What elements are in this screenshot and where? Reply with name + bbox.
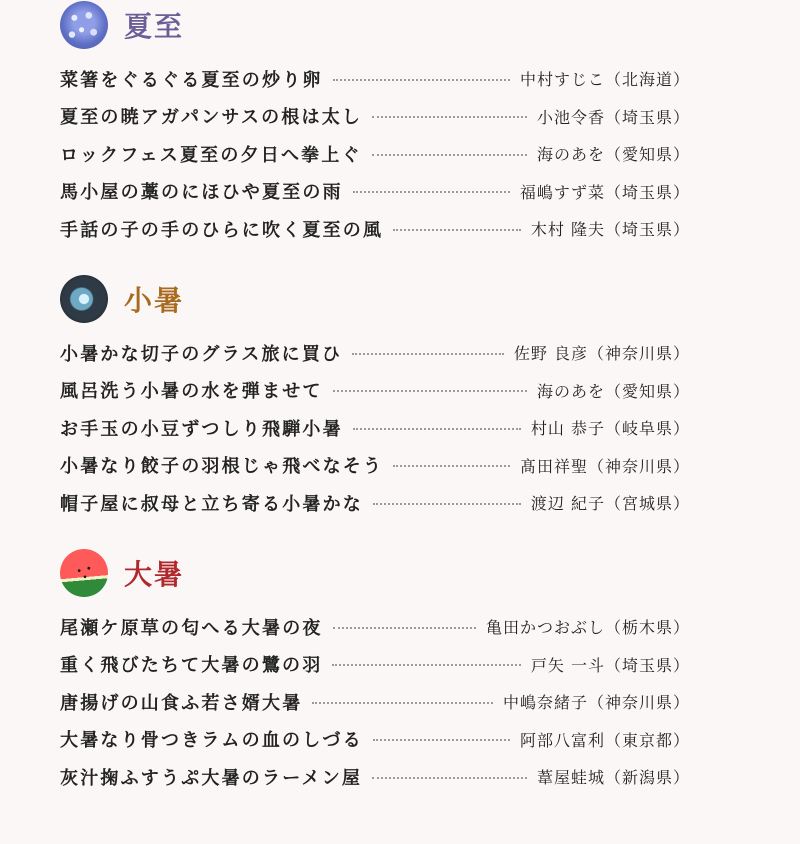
poem-author: 髙田祥聖（神奈川県）: [519, 456, 690, 476]
poem-row: [60, 173, 690, 211]
poem-author: 福嶋すず菜（埼玉県）: [519, 182, 690, 202]
section-geshi: [60, 0, 690, 248]
leader-dots: [393, 465, 510, 467]
poem-text: 夏至の暁アガパンサスの根は太し: [60, 107, 363, 129]
poem-author: 村山 恭子（岐阜県）: [530, 419, 690, 439]
poem-row: [60, 683, 690, 721]
leader-dots: [353, 191, 510, 193]
leader-dots: [352, 353, 504, 355]
leader-dots: [373, 503, 521, 505]
poem-text: 尾瀬ケ原草の匂へる大暑の夜: [60, 617, 323, 639]
leader-dots: [372, 116, 527, 118]
poem-author: 佐野 良彦（神奈川県）: [513, 344, 690, 364]
poem-author: 海のあを（愛知県）: [536, 381, 690, 401]
poem-text: 手話の子の手のひらに吹く夏至の風: [60, 219, 384, 241]
poem-row: [60, 372, 690, 410]
poem-row: [60, 135, 690, 173]
leader-dots: [373, 739, 510, 741]
poem-text: 大暑なり骨つきラムの血のしづる: [60, 730, 363, 752]
poem-text: お手玉の小豆ずつしり飛騨小暑: [60, 418, 343, 440]
leader-dots: [332, 664, 520, 666]
leader-dots: [312, 702, 493, 704]
section-title: 大暑: [124, 558, 185, 591]
leader-dots: [393, 229, 521, 231]
poem-text: 菜箸をぐるぐる夏至の炒り卵: [60, 69, 323, 91]
poem-author: 中嶋奈緒子（神奈川県）: [502, 693, 690, 713]
poem-text: 小暑なり餃子の羽根じゃ飛べなそう: [60, 456, 384, 478]
poem-text: 馬小屋の藁のにほひや夏至の雨: [60, 182, 343, 204]
leader-dots: [333, 627, 476, 629]
watermelon-icon: [60, 549, 108, 597]
section-title: 小暑: [124, 284, 185, 317]
poem-row: [60, 646, 690, 684]
poem-author: 海のあを（愛知県）: [536, 145, 690, 165]
poem-row: [60, 60, 690, 98]
section-taisho: [60, 548, 690, 796]
hydrangea-icon: [60, 1, 108, 49]
section-title: 夏至: [124, 10, 185, 43]
poem-author: 戸矢 一斗（埼玉県）: [530, 655, 690, 675]
poem-text: 唐揚げの山食ふ若さ婿大暑: [60, 692, 303, 714]
section-shosho: [60, 274, 690, 522]
poem-author: 中村すじこ（北海道）: [519, 70, 690, 90]
leader-dots: [333, 390, 527, 392]
poem-text: 小暑かな切子のグラス旅に買ひ: [60, 343, 343, 365]
poem-list: [60, 608, 690, 796]
leader-dots: [372, 777, 527, 779]
poem-list: [60, 334, 690, 522]
poem-row: [60, 98, 690, 136]
poem-row: [60, 484, 690, 522]
poem-author: 葦屋蛙城（新潟県）: [536, 768, 690, 788]
leader-dots: [353, 428, 521, 430]
section-header: [60, 548, 690, 598]
poem-row: [60, 334, 690, 372]
section-header: [60, 274, 690, 324]
poem-author: 木村 隆夫（埼玉県）: [530, 220, 690, 240]
poem-row: [60, 608, 690, 646]
leader-dots: [333, 79, 510, 81]
leader-dots: [372, 154, 527, 156]
poem-text: ロックフェス夏至の夕日へ拳上ぐ: [60, 144, 362, 166]
poem-author: 渡辺 紀子（宮城県）: [530, 494, 690, 514]
poem-row: [60, 758, 690, 796]
poem-author: 小池令香（埼玉県）: [536, 107, 690, 127]
poem-text: 灰汁掬ふすうぷ大暑のラーメン屋: [60, 767, 363, 789]
poem-author: 阿部八富利（東京都）: [519, 730, 690, 750]
poem-text: 帽子屋に叔母と立ち寄る小暑かな: [60, 493, 363, 515]
section-header: [60, 0, 690, 50]
poem-author: 亀田かつおぶし（栃木県）: [485, 618, 690, 638]
poem-row: [60, 409, 690, 447]
poem-row: [60, 721, 690, 759]
poem-row: [60, 210, 690, 248]
poem-list: [60, 60, 690, 248]
poem-text: 重く飛びたちて大暑の鷺の羽: [60, 655, 323, 677]
poem-row: [60, 447, 690, 485]
poem-text: 風呂洗う小暑の水を弾ませて: [60, 381, 323, 403]
glass-wind-chime-icon: [60, 275, 108, 323]
